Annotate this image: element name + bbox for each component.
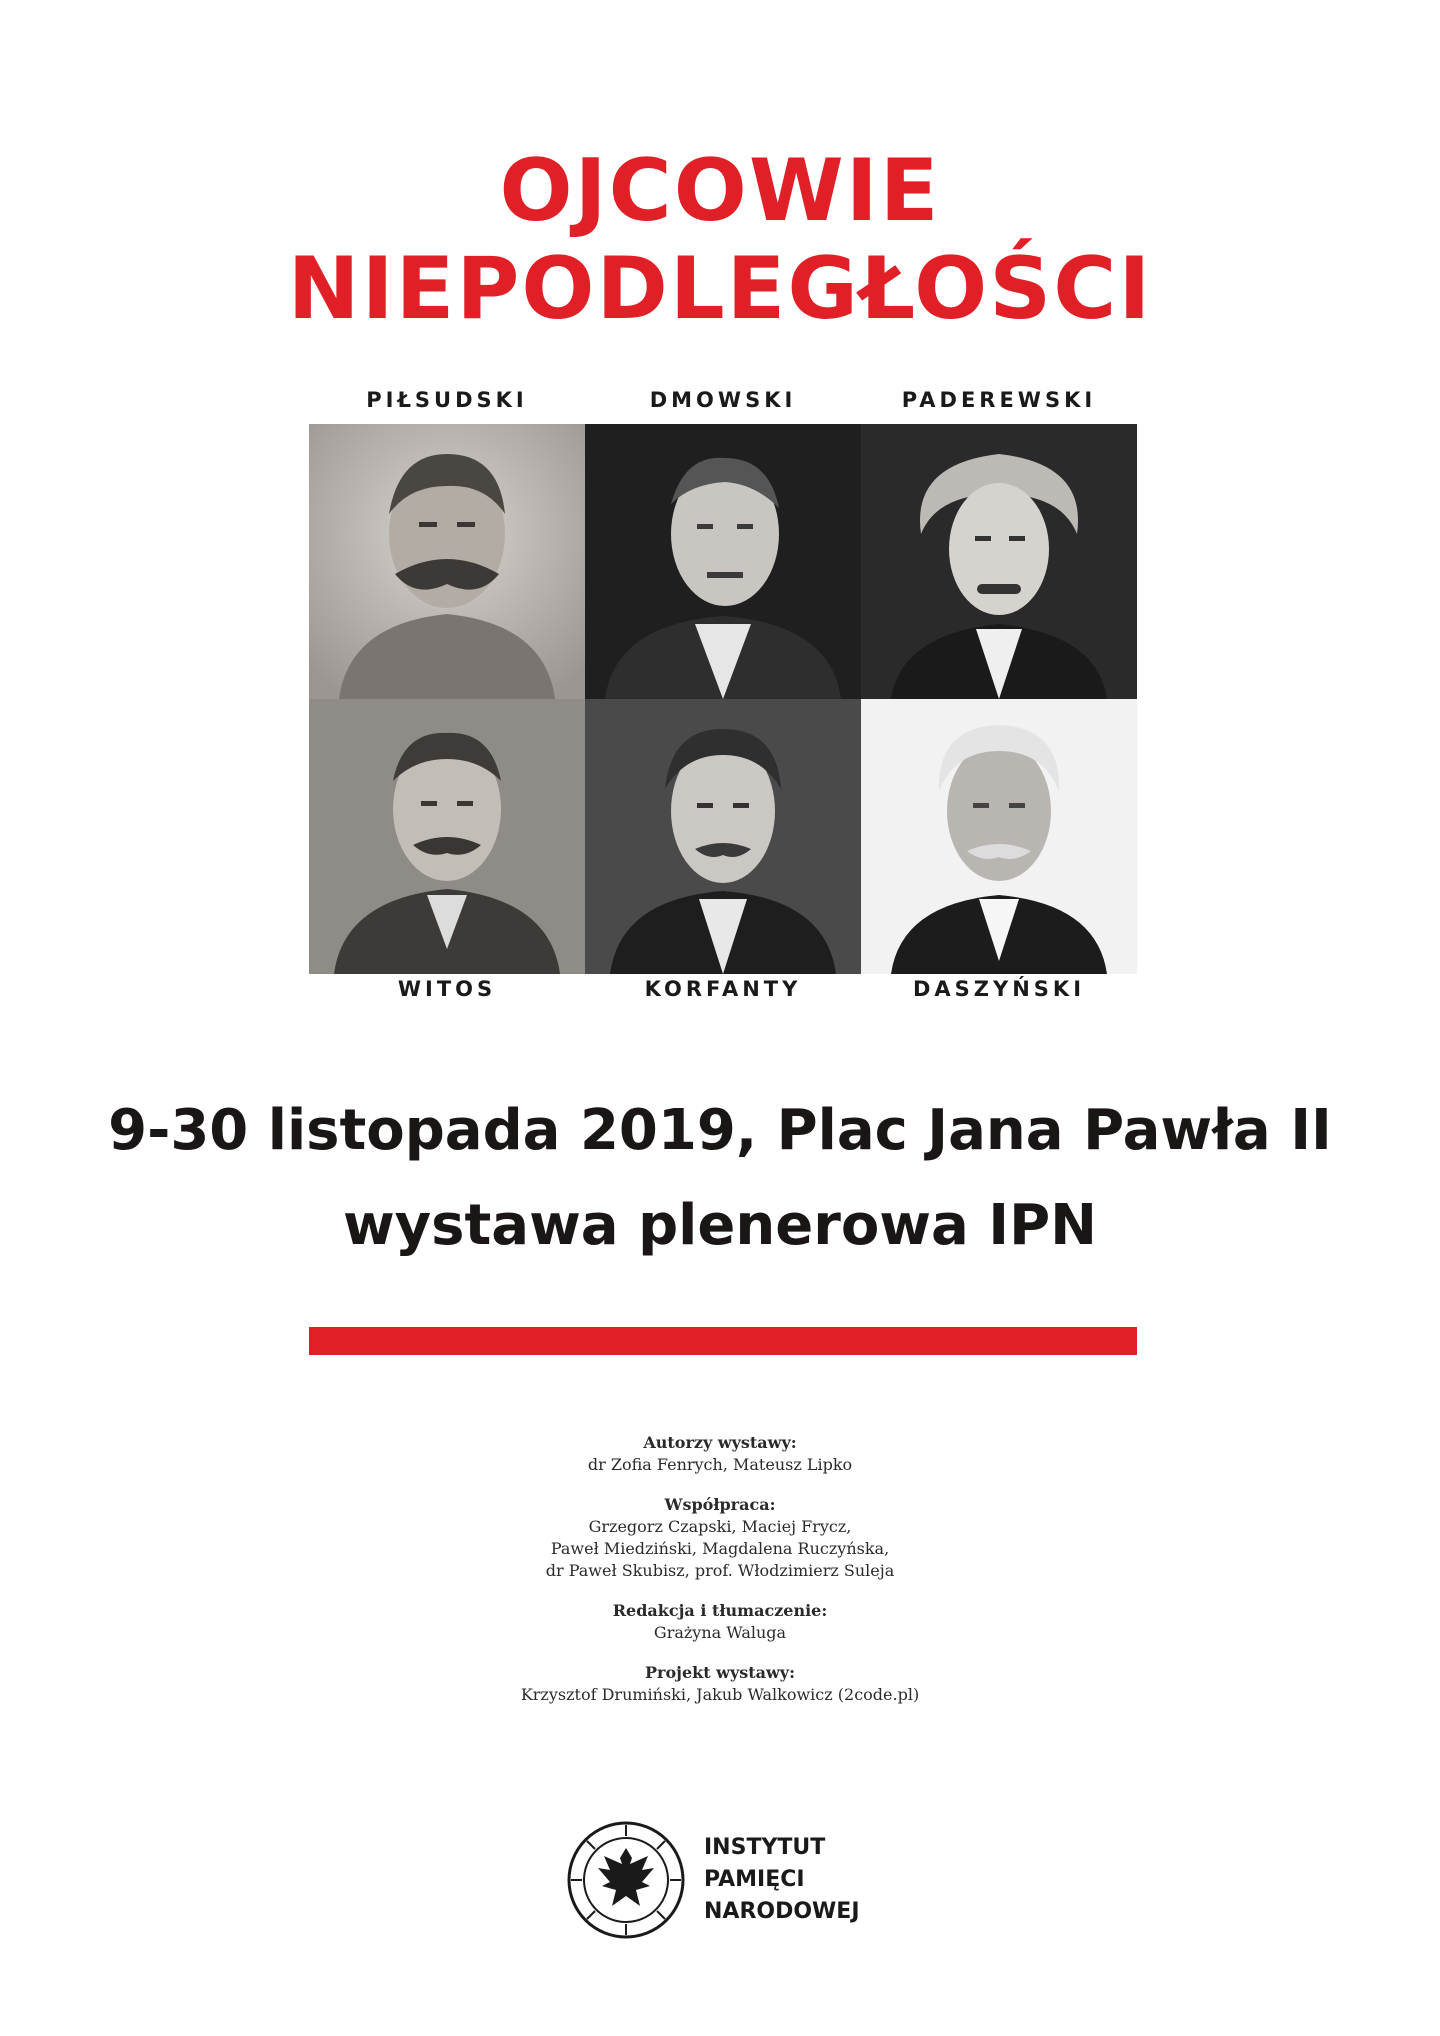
portrait-paderewski-image xyxy=(861,424,1137,699)
logo-line-2: PAMIĘCI xyxy=(704,1867,805,1892)
portrait-korfanty xyxy=(585,699,861,974)
logo-line-3: NARODOWEJ xyxy=(704,1899,860,1924)
portrait-name-pilsudski: PIŁSUDSKI xyxy=(366,388,528,412)
portrait-name-witos: WITOS xyxy=(397,977,497,1001)
credits-authors xyxy=(0,1432,1440,1476)
credits-heading: Projekt wystawy: xyxy=(645,1663,795,1682)
credits-heading: Współpraca: xyxy=(664,1495,776,1514)
red-divider-bar xyxy=(309,1327,1137,1355)
portrait-daszynski-image xyxy=(861,699,1137,974)
portrait-name-korfanty: KORFANTY xyxy=(644,977,802,1001)
portrait-grid xyxy=(309,424,1137,974)
portrait-pilsudski-image xyxy=(309,424,585,699)
logo-line-1: INSTYTUT xyxy=(704,1835,826,1860)
event-description: wystawa plenerowa IPN xyxy=(342,1193,1098,1258)
portrait-dmowski xyxy=(585,424,861,699)
credits-line: Paweł Miedziński, Magdalena Ruczyńska, xyxy=(550,1539,890,1558)
credits-design xyxy=(0,1662,1440,1706)
portrait-name-daszynski: DASZYŃSKI xyxy=(912,977,1086,1001)
title-line-1: OJCOWIE xyxy=(499,141,941,241)
credits-line: Grzegorz Czapski, Maciej Frycz, xyxy=(588,1517,852,1536)
portrait-paderewski xyxy=(861,424,1137,699)
credits-line: dr Zofia Fenrych, Mateusz Lipko xyxy=(587,1455,853,1474)
portrait-daszynski xyxy=(861,699,1137,974)
portrait-korfanty-image xyxy=(585,699,861,974)
credits-heading: Redakcja i tłumaczenie: xyxy=(612,1601,828,1620)
ipn-logo-text xyxy=(704,1832,860,1928)
title-line-2: NIEPODLEGŁOŚCI xyxy=(287,239,1153,339)
portrait-dmowski-image xyxy=(585,424,861,699)
credits-heading: Autorzy wystawy: xyxy=(643,1433,797,1452)
portrait-witos-image xyxy=(309,699,585,974)
portrait-name-paderewski: PADEREWSKI xyxy=(901,388,1097,412)
ipn-logo xyxy=(566,1820,886,1940)
event-date-location: 9-30 listopada 2019, Plac Jana Pawła II xyxy=(108,1098,1332,1163)
credits-line: Grażyna Waluga xyxy=(653,1623,787,1642)
credits-line: Krzysztof Drumiński, Jakub Walkowicz (2code.pl) xyxy=(520,1685,920,1704)
eagle-emblem-icon xyxy=(566,1820,686,1940)
credits-cooperation xyxy=(0,1494,1440,1582)
credits-editing xyxy=(0,1600,1440,1644)
portrait-witos xyxy=(309,699,585,974)
portrait-name-dmowski: DMOWSKI xyxy=(649,388,797,412)
credits-line: dr Paweł Skubisz, prof. Włodzimierz Suleja xyxy=(545,1561,895,1580)
credits-block xyxy=(0,1432,1440,1724)
portrait-pilsudski xyxy=(309,424,585,699)
